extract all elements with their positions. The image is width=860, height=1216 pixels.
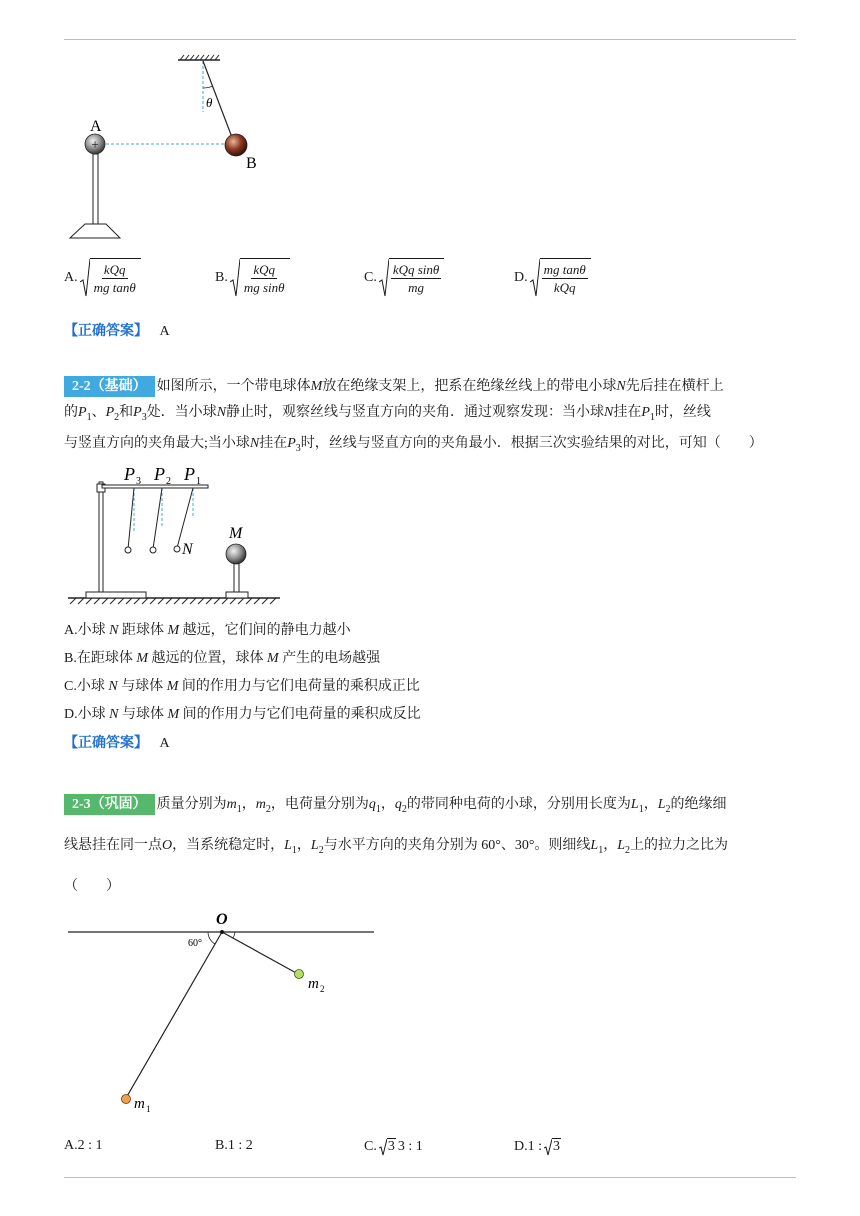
svg-text:O: O: [216, 911, 228, 928]
q2-stem: 2-2（基础） 如图所示，一个带电球体M放在绝缘支架上，把系在绝缘丝线上的带电小球N先后挂在横杆上 的$P_1$、$P_2$和$P_3$处．当小球N静止时，观察丝线与竖直方向的夹角．通过观察发现：当小球N挂在$P_1$时，丝线 与竖直方向的夹角最大;当小球N挂在$P_3$时，丝线与竖直方向的夹角最小．根据三次实验结果的对比，可知（ ）: [64, 374, 798, 462]
svg-text:P: P: [124, 464, 135, 484]
q1-option-d: D. $\frac{\text{mg tanθ}}{\text{kQq}}$: [514, 258, 591, 298]
svg-text:3: 3: [136, 476, 141, 487]
q3-ball-m1: [122, 1095, 131, 1104]
footer-rule: [64, 1177, 796, 1178]
q3-ball-m2: [295, 970, 304, 979]
q1-options: [64, 258, 764, 304]
sqrt-icon: 3: [544, 1138, 561, 1156]
svg-text:2: 2: [166, 476, 171, 487]
q3-stem: 2-3（巩固） 质量分别为$m_1$，$m_2$，电荷量分别为$q_1$，$q_2$的带同种电荷的小球，分别用长度为$L_1$，$L_2$的绝缘细 线悬挂在同一点O，当系统稳定时，$L_1$，$L_2$与水平方向的夹角分别为 60°、30°。则细线$L_1$，$L_2$上的拉力之比为 （ ）: [64, 793, 798, 899]
q1-figure: [60, 50, 280, 250]
q3-figure: [64, 904, 384, 1122]
sqrt-icon: $\frac{\text{kQq}}{\text{mg sinθ}}$: [230, 258, 290, 298]
q1-label-b: B: [246, 155, 257, 172]
svg-text:1: 1: [196, 476, 201, 487]
q1-theta-label: θ: [206, 95, 213, 110]
q1-option-c: C. $\frac{\text{kQq sinθ}}{mg}$: [364, 258, 444, 298]
sqrt-icon: $\frac{\text{kQq}}{\text{mg tanθ}}$: [80, 258, 141, 298]
q2-option-a: A.小球 N 距球体 M 越远，它们间的静电力越小: [64, 623, 351, 638]
svg-text:P: P: [184, 464, 195, 484]
q2-option-d: D.小球 N 与球体 M 间的作用力与它们电荷量的乘积成反比: [64, 707, 421, 722]
svg-text:P: P: [154, 464, 165, 484]
q2-option-c: C.小球 N 与球体 M 间的作用力与它们电荷量的乘积成正比: [64, 679, 420, 694]
svg-text:2: 2: [320, 984, 325, 994]
q2-option-b: B.在距球体 M 越远的位置，球体 M 产生的电场越强: [64, 651, 381, 666]
svg-text:60°: 60°: [188, 938, 202, 949]
q2-badge: 2-2（基础）: [64, 376, 155, 397]
svg-text:N: N: [182, 541, 193, 558]
q2-figure: [64, 458, 284, 608]
sqrt-icon: $\frac{\text{kQq sinθ}}{mg}$: [379, 258, 444, 298]
q1-option-a: A. $\frac{\text{kQq}}{\text{mg tanθ}}$: [64, 258, 141, 298]
q1-label-a: A: [90, 118, 102, 135]
q1-answer: 【正确答案】 A: [64, 324, 170, 339]
q2-ball-m: [226, 544, 246, 564]
q3-option-d: D. 1 : 3: [514, 1139, 561, 1154]
svg-text:m: m: [134, 1096, 145, 1112]
q3-options: [64, 1138, 764, 1162]
q3-option-c: C. 3 3 : 1: [364, 1139, 423, 1154]
header-rule: [64, 39, 796, 40]
sqrt-icon: 3: [379, 1138, 396, 1156]
q2-answer: 【正确答案】 A: [64, 736, 170, 751]
q1-plus-label: +: [91, 136, 99, 152]
q3-option-a: A. 2 : 1: [64, 1138, 103, 1153]
svg-text:m: m: [308, 976, 319, 992]
sqrt-icon: $\frac{\text{mg tanθ}}{\text{kQq}}$: [530, 258, 591, 298]
q1-ball-b: [225, 134, 247, 156]
q3-badge: 2-3（巩固）: [64, 794, 155, 815]
q3-option-b: B. 1 : 2: [215, 1138, 253, 1153]
q1-option-b: B. $\frac{\text{kQq}}{\text{mg sinθ}}$: [215, 258, 290, 298]
svg-text:1: 1: [146, 1104, 151, 1114]
svg-text:M: M: [229, 525, 243, 542]
